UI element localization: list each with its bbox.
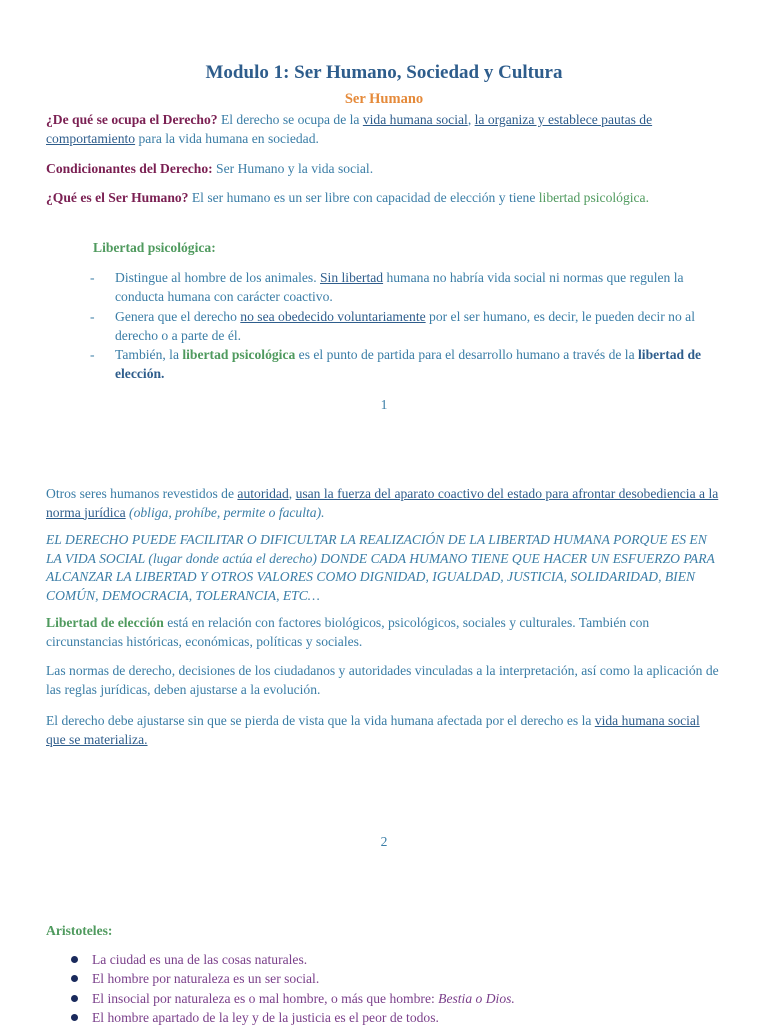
paragraph-libertad-eleccion: Libertad de elección está en relación con factores biológicos, psicológicos, sociales y culturales. También con circunstancias históricas, económicas, políticas y sociales. <box>46 615 650 649</box>
list-item: La ciudad es una de las cosas naturales. <box>68 950 722 969</box>
bullet-list <box>68 950 722 1027</box>
link-pautas: la organiza y establece pautas de comportamiento <box>46 112 653 146</box>
list-item: - Distingue al hombre de los animales. Sin libertad humana no habría vida social ni normas que regulen la conducta humana con carácter coactivo. <box>90 268 718 307</box>
section-subtitle: Ser Humano <box>344 91 424 107</box>
sub-heading-libertad: Libertad psicológica: <box>93 240 216 255</box>
list-item: - También, la libertad psicológica es el punto de partida para el desarrollo humano a través de la libertad de elección. <box>90 345 718 384</box>
list-item: - Genera que el derecho no sea obedecido voluntariamente por el ser humano, es decir, le pueden decir no al derecho o a parte de él. <box>90 307 718 346</box>
list-item: El hombre apartado de la ley y de la justicia es el peor de todos. <box>68 1008 722 1027</box>
paragraph-ajustarse: El derecho debe ajustarse sin que se pierda de vista que la vida humana afectada por el derecho es la vida humana social que se materializa. <box>46 713 700 747</box>
paragraph-autoridad: Otros seres humanos revestidos de autoridad, usan la fuerza del aparato coactivo del estado para afrontar desobediencia a la norma jurídica (obliga, prohíbe, permite o faculta). <box>46 486 719 520</box>
list-item: El hombre por naturaleza es un ser social. <box>68 969 722 988</box>
paragraph-ser-humano: ¿Qué es el Ser Humano? El ser humano es un ser libre con capacidad de elección y tiene libertad psicológica. <box>46 190 649 205</box>
link-autoridad: autoridad <box>237 486 289 501</box>
bullet-icon <box>71 956 78 963</box>
paragraph-derecho: ¿De qué se ocupa el Derecho? El derecho se ocupa de la vida humana social, la organiza y establece pautas de comportamiento para la vida humana en sociedad. <box>46 112 653 146</box>
question-ser-humano: ¿Qué es el Ser Humano? <box>46 190 189 205</box>
question-derecho: ¿De qué se ocupa el Derecho? <box>46 112 218 127</box>
bullet-icon <box>71 1014 78 1021</box>
paragraph-condicionantes: Condicionantes del Derecho: Ser Humano y la vida social. <box>46 161 374 176</box>
page-number: 1 <box>380 397 388 412</box>
question-condicionantes: Condicionantes del Derecho: <box>46 161 213 176</box>
link-vida-humana-social: vida humana social <box>362 112 468 127</box>
link-fuerza-coactiva: usan la fuerza del aparato coactivo del estado para afrontar desobediencia a la norma jurídica <box>46 486 719 520</box>
heading-aristoteles: Aristoteles: <box>46 923 113 938</box>
page-number: 2 <box>380 834 388 849</box>
list-item: El insocial por naturaleza es o mal hombre, o más que hombre: Bestia o Dios. <box>68 989 722 1008</box>
paragraph-caps: EL DERECHO PUEDE FACILITAR O DIFICULTAR LA REALIZACIÓN DE LA LIBERTAD HUMANA PORQUE ES EN LA VIDA SOCIAL (lugar donde actúa el derecho) DONDE CADA HUMANO TIENE QUE HACER UN ESFUERZO PARA ALCANZAR LA LIBERTAD Y OTROS VALORES COMO DIGNIDAD, IGUALDAD, JUSTICIA, SOLIDARIDAD, BIEN COMÚN, DEMOCRACIA, TOLERANCIA, ETC… <box>46 532 715 603</box>
bullet-icon <box>71 975 78 982</box>
page-title: Modulo 1: Ser Humano, Sociedad y Cultura <box>205 62 563 83</box>
paragraph-normas: Las normas de derecho, decisiones de los ciudadanos y autoridades vinculadas a la interpretación, así como la aplicación de las reglas jurídicas, deben ajustarse a la evolución. <box>46 663 719 697</box>
bullet-icon <box>71 995 78 1002</box>
link-vida-humana-materializa: vida humana social que se materializa. <box>46 713 700 747</box>
dash-list <box>90 268 718 384</box>
